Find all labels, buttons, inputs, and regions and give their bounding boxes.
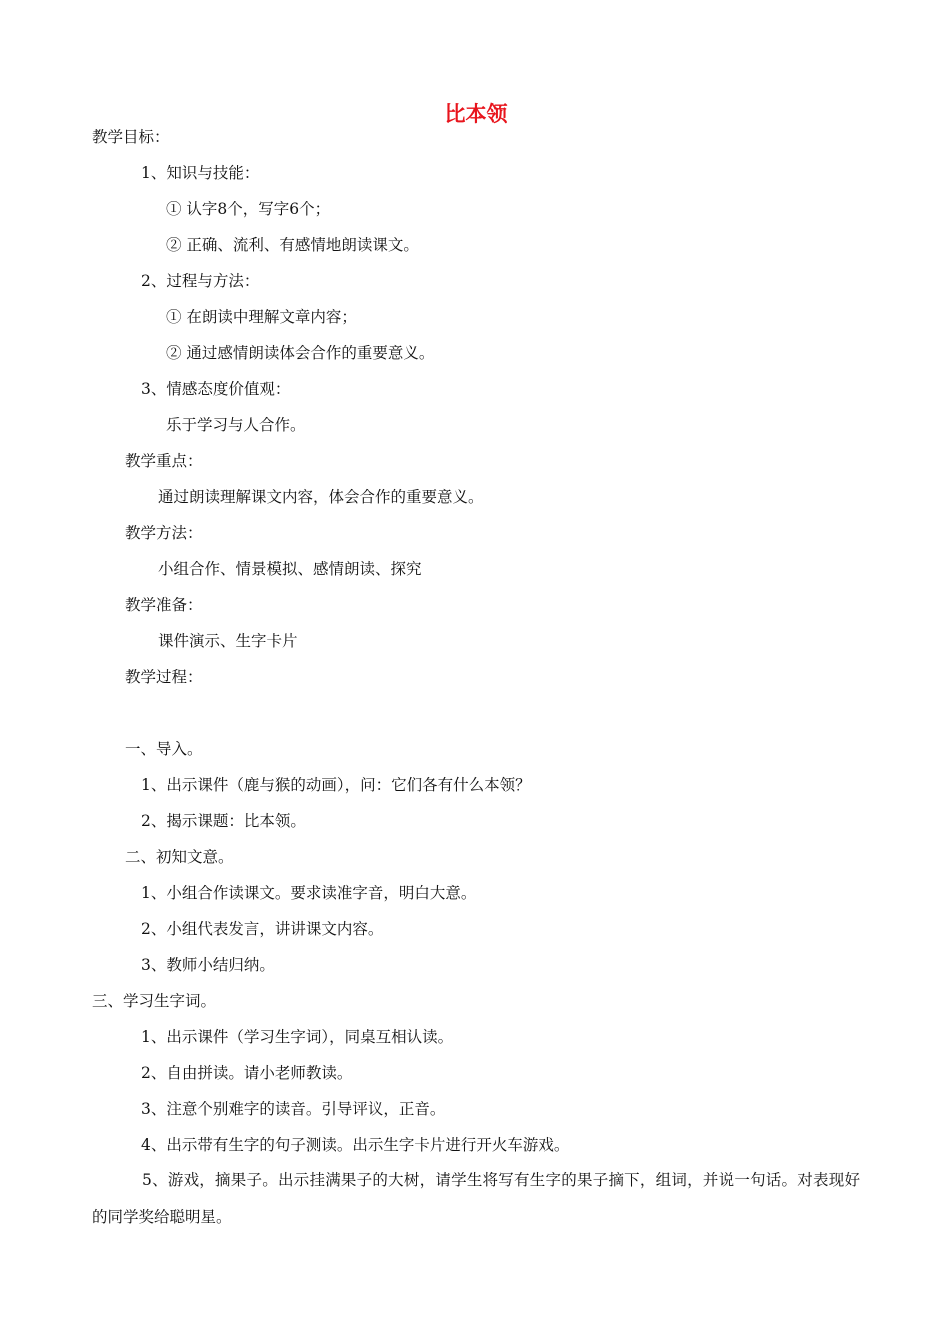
emotion-item-1: 乐于学习与人合作。 xyxy=(166,416,306,434)
part2-heading: 二、初知文意。 xyxy=(125,848,234,866)
objectives-heading: 教学目标： xyxy=(92,128,170,146)
knowledge-item-2: ② 正确、流利、有感情地朗读课文。 xyxy=(166,236,419,254)
part1-step-1: 1、出示课件（鹿与猴的动画），问：它们各有什么本领？ xyxy=(141,776,531,794)
part1-heading: 一、导入。 xyxy=(125,740,203,758)
part3-step-4: 4、出示带有生字的句子测读。出示生字卡片进行开火车游戏。 xyxy=(141,1136,570,1154)
emotion-heading: 3、情感态度价值观： xyxy=(141,380,291,398)
page-title: 比本领 xyxy=(444,102,508,126)
focus-text: 通过朗读理解课文内容，体会合作的重要意义。 xyxy=(158,488,484,506)
procedure-heading: 教学过程： xyxy=(125,668,203,686)
method-text: 小组合作、情景模拟、感情朗读、探究 xyxy=(158,560,422,578)
preparation-heading: 教学准备： xyxy=(125,596,203,614)
part3-step-3: 3、注意个别难字的读音。引导评议，正音。 xyxy=(141,1100,446,1118)
part2-step-1: 1、小组合作读课文。要求读准字音，明白大意。 xyxy=(141,884,477,902)
preparation-text: 课件演示、生字卡片 xyxy=(158,632,298,650)
knowledge-heading: 1、知识与技能： xyxy=(141,164,260,182)
part2-step-3: 3、教师小结归纳。 xyxy=(141,956,275,974)
knowledge-item-1: ① 认字8个，写字6个； xyxy=(166,200,331,218)
part3-step-2: 2、自由拼读。请小老师教读。 xyxy=(141,1064,353,1082)
process-item-2: ② 通过感情朗读体会合作的重要意义。 xyxy=(166,344,435,362)
process-item-1: ① 在朗读中理解文章内容； xyxy=(166,308,357,326)
process-heading: 2、过程与方法： xyxy=(141,272,260,290)
focus-heading: 教学重点： xyxy=(125,452,203,470)
part3-step-1: 1、出示课件（学习生字词），同桌互相认读。 xyxy=(141,1028,454,1046)
part2-step-2: 2、小组代表发言，讲讲课文内容。 xyxy=(141,920,384,938)
part3-step-5: 5、游戏，摘果子。出示挂满果子的大树，请学生将写有生字的果子摘下，组词，并说一句话。对表现好的同学奖给聪明星。 xyxy=(92,1171,860,1226)
method-heading: 教学方法： xyxy=(125,524,203,542)
part3-heading: 三、学习生字词。 xyxy=(92,992,217,1010)
part1-step-2: 2、揭示课题：比本领。 xyxy=(141,812,306,830)
